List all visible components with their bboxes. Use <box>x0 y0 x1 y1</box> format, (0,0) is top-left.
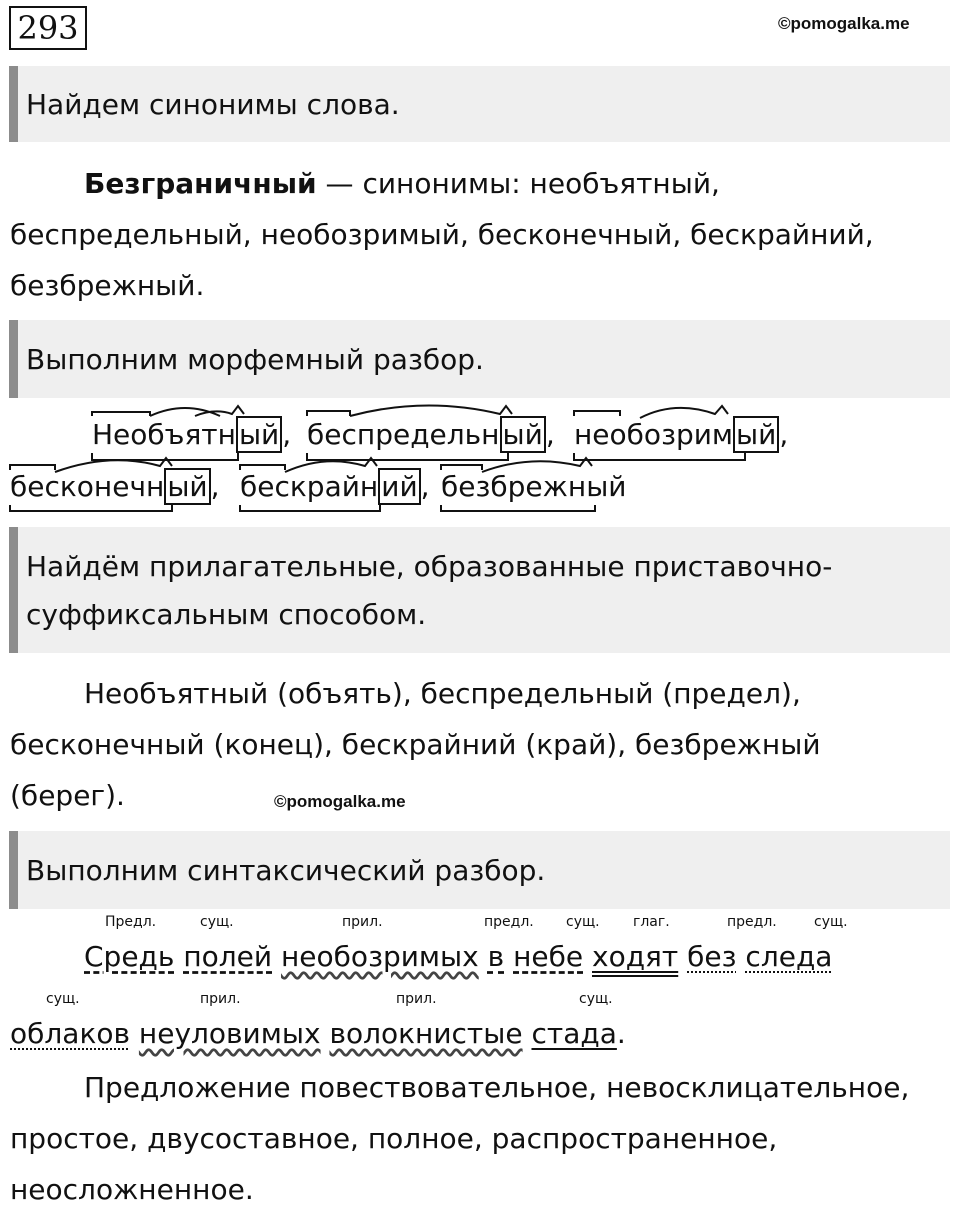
key-word: Безграничный <box>84 167 317 200</box>
watermark: ©pomogalka.me <box>778 14 910 33</box>
section-heading-adjectives <box>9 527 950 653</box>
morpheme-word-2: беспредельн ый , <box>307 418 555 451</box>
ending-box: ый <box>236 416 282 453</box>
sentence-word: небе <box>513 940 584 973</box>
characteristics-line2: простое, двусоставное, полное, распространенное, <box>10 1122 778 1155</box>
morpheme-word-6: безбрежный <box>441 470 627 503</box>
ending-box: ый <box>164 468 210 505</box>
pos-label: прил. <box>200 991 241 1007</box>
ending-box: ый <box>500 416 546 453</box>
sentence-line-1 <box>84 940 832 973</box>
ending-box: ый <box>733 416 779 453</box>
root-arc-mark <box>195 406 244 416</box>
task-number: 293 <box>9 6 87 50</box>
sentence-period: . <box>616 1017 626 1050</box>
watermark: ©pomogalka.me <box>274 792 406 811</box>
sentence-word: полей <box>183 940 273 973</box>
pos-label: сущ. <box>814 914 848 930</box>
synonyms-line2: беспредельный, необозримый, бесконечный, бескрайний, <box>10 218 874 251</box>
characteristics-line1: Предложение повествовательное, невосклицательное, <box>84 1071 910 1104</box>
ending-box: ий <box>378 468 420 505</box>
derivation-line1: Необъятный (объять), беспредельный (предел), <box>84 677 801 710</box>
predicate-word: ходят <box>592 940 679 973</box>
subject-word: стада <box>531 1017 617 1050</box>
prefix-mark <box>92 412 150 416</box>
pos-label: Предл. <box>105 914 157 930</box>
sentence-word: волокнистые <box>329 1017 523 1050</box>
section-heading-synonyms: Найдем синонимы слова. <box>9 66 950 142</box>
sentence-word: необозримых <box>281 940 479 973</box>
section-heading-morpheme: Выполним морфемный разбор. <box>9 320 950 398</box>
sentence-word: следа <box>745 940 833 973</box>
prefix-mark <box>307 411 350 416</box>
sentence-word: неуловимых <box>138 1017 321 1050</box>
synonyms-line1: — синонимы: необъятный, <box>316 167 720 200</box>
section-heading-syntax: Выполним синтаксический разбор. <box>9 831 950 909</box>
pos-label: предл. <box>727 914 777 930</box>
pos-label: предл. <box>484 914 534 930</box>
root-arc-mark <box>350 405 512 416</box>
pos-label: прил. <box>396 991 437 1007</box>
derivation-line2: бесконечный (конец), бескрайний (край), безбрежный <box>10 728 821 761</box>
stem-mark <box>10 505 172 511</box>
pos-label: сущ. <box>579 991 613 1007</box>
heading-line: суффиксальным способом. <box>26 598 427 631</box>
characteristics-line3: неосложненное. <box>10 1173 254 1206</box>
stem-mark <box>574 453 745 460</box>
sentence-line-2 <box>10 1017 626 1050</box>
sentence-word: облаков <box>10 1017 130 1050</box>
morpheme-word-4: бесконечн ый , <box>10 470 220 503</box>
derivation-line3: (берег). <box>10 779 125 812</box>
morpheme-word-5: бескрайн ий , <box>240 470 430 503</box>
stem-mark <box>441 505 595 511</box>
pos-label: глаг. <box>633 914 670 930</box>
stem-mark <box>240 505 380 511</box>
derivation-paragraph <box>10 668 955 821</box>
sentence-word: в <box>487 940 505 973</box>
pos-label: сущ. <box>200 914 234 930</box>
root-arc-mark <box>640 406 728 418</box>
characteristics-paragraph <box>10 1062 955 1215</box>
pos-label: прил. <box>342 914 383 930</box>
sentence-word: без <box>687 940 737 973</box>
morpheme-word-1: Необъятн ый , <box>92 418 292 451</box>
morpheme-word-3: необозрим ый , <box>574 418 789 451</box>
pos-label: сущ. <box>46 991 80 1007</box>
synonyms-line3: безбрежный. <box>10 269 205 302</box>
prefix-mark <box>574 411 620 416</box>
pos-label: сущ. <box>566 914 600 930</box>
sentence-word: Средь <box>84 940 175 973</box>
stem-mark <box>307 453 508 460</box>
heading-line: Найдём прилагательные, образованные приставочно- <box>26 550 833 583</box>
